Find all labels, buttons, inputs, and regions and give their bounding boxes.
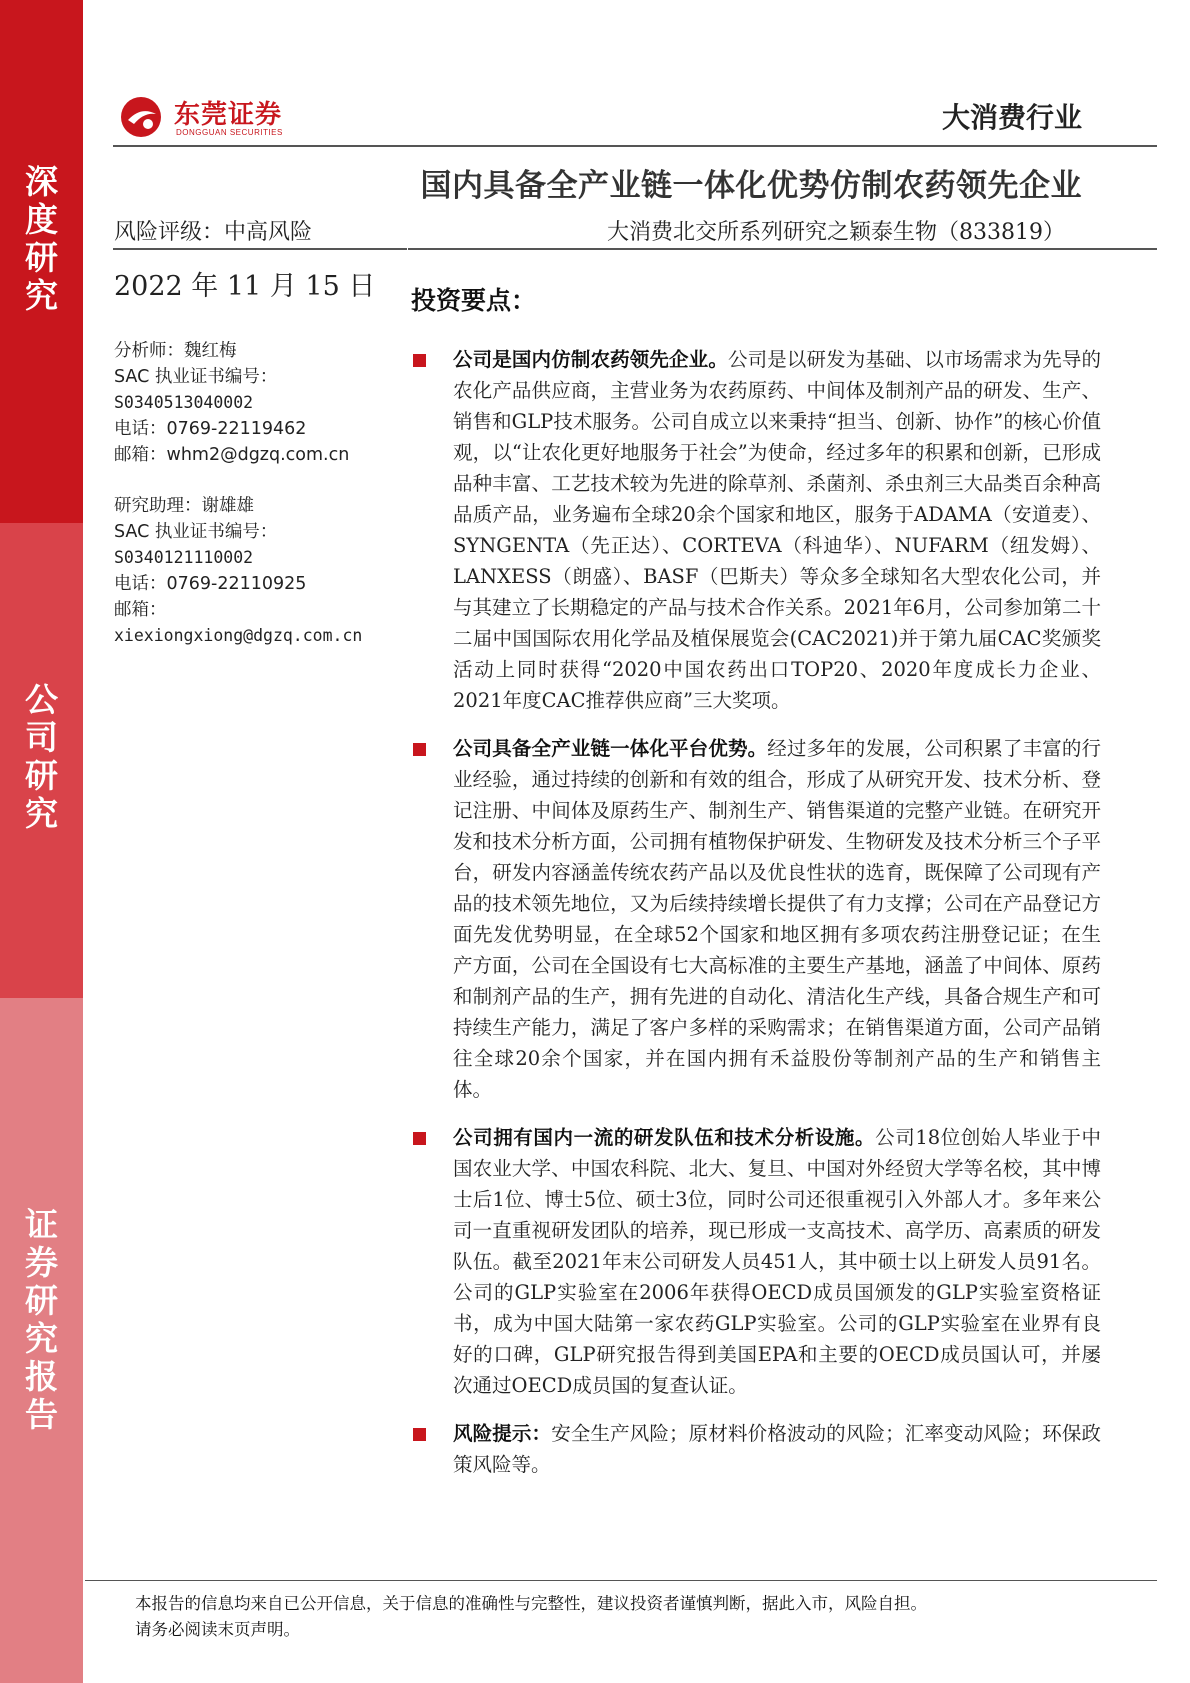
assistant-phone: 电话：0769-22110925 [114, 574, 307, 594]
point-lead: 公司具备全产业链一体化平台优势。 [453, 737, 768, 760]
list-item [411, 1122, 1101, 1401]
risk-rating: 风险评级：中高风险 [114, 220, 313, 245]
sidebar-label-company-research: 公司研究 [25, 680, 58, 833]
logo-text-en: DONGGUAN SECURITIES [176, 128, 283, 137]
analyst-phone: 电话：0769-22119462 [114, 419, 307, 439]
bullet-square-icon [413, 743, 426, 756]
sidebar-segment-depth [0, 0, 83, 523]
sidebar [0, 0, 83, 1683]
point-text: 公司18位创始人毕业于中国农业大学、中国农科院、北大、复旦、中国对外经贸大学等名校，其中博士后1位、博士5位、硕士3位，同时公司还很重视引入外部人才。多年来公司一直重视研发团队的培养，现已形成一支高技术、高学历、高素质的研发队伍。截至2021年末公司研发人员451人，其中硕士以上研发人员91名。公司的GLP实验室在2006年获得OECD成员国颁发的GLP实验室资格证书，成为中国大陆第一家农药GLP实验室。公司的GLP实验室在业界有良好的口碑，GLP研究报告得到美国EPA和主要的OECD成员国认可，并屡次通过OECD成员国的复查认证。 [453, 1126, 1101, 1397]
report-series: 大消费北交所系列研究之颖泰生物（833819） [607, 220, 1065, 245]
assistant-sac-number: S0340121110002 [114, 548, 254, 567]
point-text: 经过多年的发展，公司积累了丰富的行业经验，通过持续的创新和有效的组合，形成了从研究开发、技术分析、登记注册、中间体及原药生产、制剂生产、销售渠道的完整产业链。在研究开发和技术分析方面，公司拥有植物保护研发、生物研发及技术分析三个子平台，研发内容涵盖传统农药产品以及优良性状的选育，既保障了公司现有产品的技术领先地位，又为后续持续增长提供了有力支撑；公司在产品登记方面先发优势明显，在全球52个国家和地区拥有多项农药注册登记证；在生产方面，公司在全国设有七大高标准的主要生产基地，涵盖了中间体、原药和制剂产品的生产，拥有先进的自动化、清洁化生产线，具备合规生产和可持续生产能力，满足了客户多样的采购需求；在销售渠道方面，公司产品销往全球20余个国家，并在国内拥有禾益股份等制剂产品的生产和销售主体。 [453, 737, 1101, 1101]
point-lead: 风险提示： [453, 1422, 552, 1445]
right-divider [408, 248, 1157, 250]
header-divider [113, 145, 1157, 147]
sidebar-label-securities-report: 证券研究报告 [25, 1205, 58, 1434]
analyst-sac-label: SAC 执业证书编号： [114, 367, 278, 387]
bullet-square-icon [413, 354, 426, 367]
bullet-square-icon [413, 1132, 426, 1145]
analyst-info [114, 338, 404, 468]
point-text: 安全生产风险；原材料价格波动的风险；汇率变动风险；环保政策风险等。 [453, 1422, 1101, 1476]
investment-points [411, 344, 1101, 1497]
analyst-name: 分析师：魏红梅 [114, 341, 237, 361]
sidebar-segment-company [0, 523, 83, 998]
analyst-email[interactable]: 邮箱：whm2@dgzq.com.cn [114, 445, 350, 465]
report-date: 2022 年 11 月 15 日 [114, 271, 376, 302]
assistant-email-label: 邮箱： [114, 600, 167, 620]
left-divider [113, 248, 407, 250]
company-logo [118, 92, 298, 144]
point-lead: 公司拥有国内一流的研发队伍和技术分析设施。 [453, 1126, 876, 1149]
logo-mark-icon [118, 94, 164, 140]
point-lead: 公司是国内仿制农药领先企业。 [453, 348, 728, 371]
bullet-square-icon [413, 1428, 426, 1441]
section-title: 投资要点： [411, 286, 537, 315]
assistant-sac-label: SAC 执业证书编号： [114, 522, 278, 542]
list-item [411, 344, 1101, 716]
sidebar-segment-report [0, 998, 83, 1683]
footer-divider [85, 1580, 1157, 1581]
disclaimer-line: 请务必阅读末页声明。 [135, 1620, 300, 1639]
assistant-info [114, 493, 404, 649]
report-title: 国内具备全产业链一体化优势仿制农药领先企业 [420, 168, 1082, 204]
point-text: 公司是以研发为基础、以市场需求为先导的农化产品供应商，主营业务为农药原药、中间体及制剂产品的研发、生产、销售和GLP技术服务。公司自成立以来秉持“担当、创新、协作”的核心价值观，以“让农化更好地服务于社会”为使命，经过多年的积累和创新，已形成品种丰富、工艺技术较为先进的除草剂、杀菌剂、杀虫剂三大品类百余种高品质产品，业务遍布全球20余个国家和地区，服务于ADAMA（安道麦）、SYNGENTA（先正达）、CORTEVA（科迪华）、NUFARM（纽发姆）、LANXESS（朗盛）、BASF（巴斯夫）等众多全球知名大型农化公司，并与其建立了长期稳定的产品与技术合作关系。2021年6月，公司参加第二十二届中国国际农用化学品及植保展览会(CAC2021)并于第九届CAC奖颁奖活动上同时获得“2020中国农药出口TOP20、2020年度成长力企业、2021年度CAC推荐供应商”三大奖项。 [453, 348, 1101, 712]
sidebar-label-depth-research: 深度研究 [25, 162, 58, 315]
industry-label: 大消费行业 [941, 101, 1082, 134]
list-item [411, 1418, 1101, 1480]
assistant-name: 研究助理：谢雄雄 [114, 496, 254, 516]
disclaimer [135, 1591, 1035, 1643]
assistant-email[interactable]: xiexiongxiong@dgzq.com.cn [114, 626, 363, 645]
list-item [411, 733, 1101, 1105]
analyst-sac-number: S0340513040002 [114, 393, 254, 412]
logo-text-cn: 东莞证券 [174, 100, 283, 130]
disclaimer-line: 本报告的信息均来自已公开信息，关于信息的准确性与完整性，建议投资者谨慎判断，据此入市，风险自担。 [135, 1594, 927, 1613]
